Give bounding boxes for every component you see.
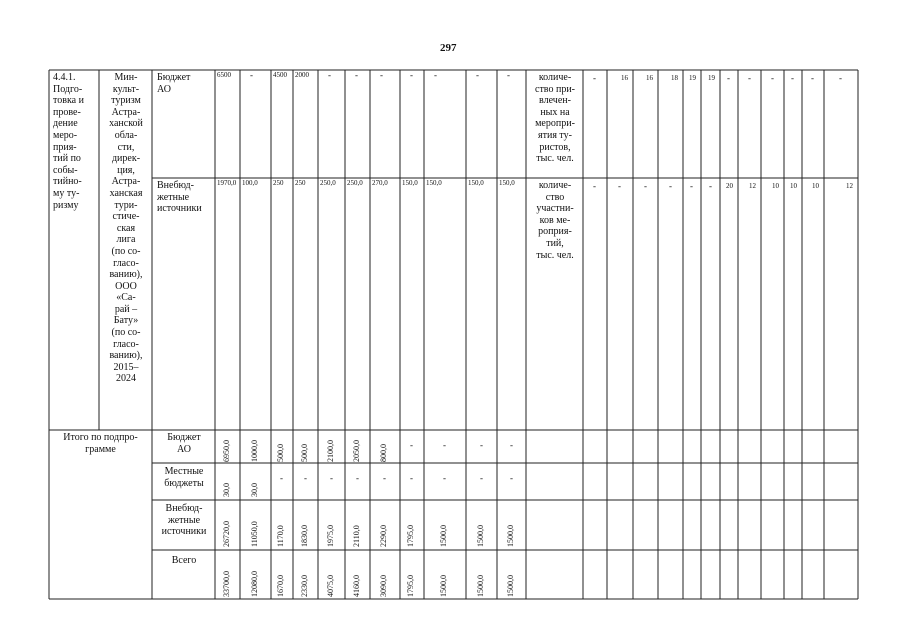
cell-text-line: 4.4.1. [53, 72, 76, 83]
total-value-cell: - [510, 440, 513, 450]
total-value-cell: - [304, 473, 307, 483]
value-cell: 6500 [217, 71, 231, 79]
total-value-cell: 2050,0 [352, 440, 361, 462]
cell-text-line: культ- [112, 83, 140, 95]
value-cell: 100,0 [242, 179, 258, 187]
cell-text-line: Астра- [111, 176, 141, 188]
cell-text-line: количе- [538, 180, 572, 191]
cell-text-line: ванию), [109, 350, 143, 362]
cell-text-line: меропри- [535, 118, 575, 130]
value-cell: 150,0 [499, 179, 515, 187]
total-value-cell: 4160,0 [352, 575, 361, 597]
target-cell: - [690, 181, 693, 191]
target-cell: - [791, 73, 794, 83]
total-value-cell: 3090,0 [379, 575, 388, 597]
cell-text-line: Подго- [53, 83, 83, 95]
totals-source-budget [153, 432, 215, 455]
measure-id-cell [53, 72, 84, 211]
value-cell: 2000 [295, 71, 309, 79]
cell-text-line: ризму [53, 199, 79, 211]
total-value-cell: 1500,0 [439, 575, 448, 597]
cell-text-line: «Са- [116, 292, 136, 304]
target-cell: - [839, 73, 842, 83]
total-value-cell: 1500,0 [476, 575, 485, 597]
total-value-cell: 1830,0 [300, 525, 309, 547]
total-value-cell: 12080,0 [250, 571, 259, 597]
total-value-cell: - [330, 473, 333, 483]
target-cell: 10 [812, 182, 819, 190]
value-cell: 250,0 [320, 179, 336, 187]
target-cell: 12 [846, 182, 853, 190]
cell-text-line: ков ме- [539, 214, 571, 226]
total-value-cell: - [443, 473, 446, 483]
total-value-cell: 33700,0 [222, 571, 231, 597]
target-cell: 16 [621, 74, 628, 82]
cell-text-line: Внебюд- [165, 503, 203, 514]
total-value-cell: - [356, 473, 359, 483]
value-cell: 150,0 [426, 179, 442, 187]
value-cell: - [434, 70, 437, 80]
total-value-cell: 2290,0 [379, 525, 388, 547]
total-value-cell: - [480, 440, 483, 450]
cell-text-line: стиче- [112, 211, 140, 223]
total-value-cell: 500,0 [276, 444, 285, 462]
cell-text-line: прия- [53, 141, 77, 153]
cell-text-line: тыс. чел. [536, 249, 574, 261]
cell-text-line: тури- [114, 199, 138, 211]
cell-text-line: тыс. чел. [536, 153, 574, 165]
cell-text-line: ООО [115, 280, 137, 292]
cell-text-line: дирек- [111, 153, 141, 165]
cell-text-line: АО [177, 443, 191, 455]
totals-source-total [153, 555, 215, 567]
executor-cell [101, 72, 151, 385]
cell-text-line: ская [116, 222, 136, 234]
cell-text-line: влечен- [539, 95, 571, 107]
total-value-cell: 1795,0 [406, 575, 415, 597]
target-cell: 12 [749, 182, 756, 190]
cell-text-line: грамме [85, 443, 116, 455]
target-cell: 18 [671, 74, 678, 82]
target-cell: 10 [790, 182, 797, 190]
totals-source-local [153, 466, 215, 489]
total-value-cell: - [480, 473, 483, 483]
cell-text-line: товка и [53, 95, 84, 107]
cell-text-line: ристов, [539, 141, 571, 153]
cell-text-line: Всего [171, 555, 197, 566]
cell-text-line: Итого по подпро- [63, 432, 138, 443]
total-value-cell: 1795,0 [406, 525, 415, 547]
cell-text-line: жетные [157, 191, 190, 203]
cell-text-line: Внебюд- [157, 180, 194, 191]
cell-text-line: Местные [164, 466, 204, 477]
target-cell: 19 [708, 74, 715, 82]
value-cell: - [355, 70, 358, 80]
total-value-cell: 6950,0 [222, 440, 231, 462]
total-value-cell: 11050,0 [250, 521, 259, 547]
total-value-cell: 4075,0 [326, 575, 335, 597]
cell-text-line: ство [545, 191, 565, 203]
total-value-cell: 26720,0 [222, 521, 231, 547]
total-value-cell: 30,0 [222, 483, 231, 497]
target-cell: - [727, 73, 730, 83]
total-value-cell: - [383, 473, 386, 483]
target-cell: - [644, 181, 647, 191]
total-value-cell: 1000,0 [250, 440, 259, 462]
cell-text-line: ятия ту- [538, 129, 572, 141]
cell-text-line: АО [157, 83, 171, 95]
indicator-cell-tourists [527, 72, 583, 165]
cell-text-line: ванию), [109, 269, 143, 281]
cell-text-line: Мин- [114, 72, 138, 83]
total-value-cell: 2110,0 [352, 525, 361, 547]
cell-text-line: тий по [53, 153, 81, 165]
cell-text-line: роприя- [538, 226, 572, 238]
cell-text-line: жетные [167, 514, 201, 526]
target-cell: - [771, 73, 774, 83]
value-cell: 1970,0 [217, 179, 237, 187]
cell-text-line: (по со- [111, 245, 141, 257]
source-cell-extrabudget [157, 180, 202, 215]
total-value-cell: - [443, 440, 446, 450]
total-value-cell: 1500,0 [506, 575, 515, 597]
cell-text-line: обла- [114, 129, 138, 141]
value-cell: - [410, 70, 413, 80]
cell-text-line: гласо- [113, 257, 139, 269]
value-cell: - [328, 70, 331, 80]
cell-text-line: тийно- [53, 176, 82, 188]
cell-text-line: дение [53, 118, 78, 130]
value-cell: - [250, 70, 253, 80]
cell-text-line: ханской [109, 118, 143, 130]
value-cell: 250 [295, 179, 306, 187]
cell-text-line: гласо- [113, 338, 139, 350]
total-value-cell: - [410, 440, 413, 450]
target-cell: - [748, 73, 751, 83]
target-cell: - [618, 181, 621, 191]
target-cell: 16 [646, 74, 653, 82]
value-cell: 150,0 [402, 179, 418, 187]
total-value-cell: 800,0 [379, 444, 388, 462]
totals-label-cell [49, 432, 152, 455]
cell-text-line: ханская [109, 187, 143, 199]
cell-text-line: 2015– [113, 361, 139, 373]
page-number: 297 [440, 42, 457, 54]
cell-text-line: собы- [53, 164, 78, 176]
cell-text-line: меро- [53, 129, 78, 141]
totals-source-extrabudget [153, 503, 215, 538]
total-value-cell: 1500,0 [476, 525, 485, 547]
value-cell: - [476, 70, 479, 80]
cell-text-line: Бату» [113, 315, 139, 327]
total-value-cell: 2330,0 [300, 575, 309, 597]
cell-text-line: количе- [538, 72, 572, 83]
value-cell: 250 [273, 179, 284, 187]
target-cell: - [709, 181, 712, 191]
cell-text-line: участни- [536, 203, 574, 215]
total-value-cell: - [410, 473, 413, 483]
total-value-cell: 1670,0 [276, 575, 285, 597]
cell-text-line: му ту- [53, 187, 80, 199]
target-cell: - [593, 181, 596, 191]
total-value-cell: 1500,0 [439, 525, 448, 547]
cell-text-line: источники [161, 526, 207, 538]
cell-text-line: ство при- [535, 83, 575, 95]
total-value-cell: 1500,0 [506, 525, 515, 547]
value-cell: 250,0 [347, 179, 363, 187]
source-cell-budget [157, 72, 190, 95]
cell-text-line: источники [157, 203, 202, 215]
target-cell: - [593, 73, 596, 83]
cell-text-line: туризм [111, 95, 141, 107]
cell-text-line: прове- [53, 106, 81, 118]
value-cell: - [507, 70, 510, 80]
cell-text-line: Бюджет [167, 432, 201, 443]
cell-text-line: ция, [117, 164, 135, 176]
target-cell: 20 [726, 182, 733, 190]
cell-text-line: Бюджет [157, 72, 191, 83]
target-cell: 10 [772, 182, 779, 190]
total-value-cell: 1975,0 [326, 525, 335, 547]
target-cell: - [811, 73, 814, 83]
total-value-cell: 500,0 [300, 444, 309, 462]
cell-text-line: бюджеты [164, 477, 204, 489]
value-cell: 4500 [273, 71, 287, 79]
value-cell: 150,0 [468, 179, 484, 187]
target-cell: - [669, 181, 672, 191]
cell-text-line: 2024 [116, 373, 136, 385]
total-value-cell: 1170,0 [276, 525, 285, 547]
cell-text-line: тий, [546, 237, 564, 249]
total-value-cell: - [280, 473, 283, 483]
cell-text-line: Астра- [111, 106, 141, 118]
cell-text-line: сти, [117, 141, 135, 153]
total-value-cell: - [510, 473, 513, 483]
indicator-cell-participants [527, 180, 583, 261]
total-value-cell: 30,0 [250, 483, 259, 497]
cell-text-line: ных на [540, 106, 570, 118]
cell-text-line: рай – [114, 303, 138, 315]
cell-text-line: лига [116, 234, 136, 246]
target-cell: 19 [689, 74, 696, 82]
value-cell: - [380, 70, 383, 80]
total-value-cell: 2100,0 [326, 440, 335, 462]
cell-text-line: (по со- [111, 327, 141, 339]
value-cell: 270,0 [372, 179, 388, 187]
